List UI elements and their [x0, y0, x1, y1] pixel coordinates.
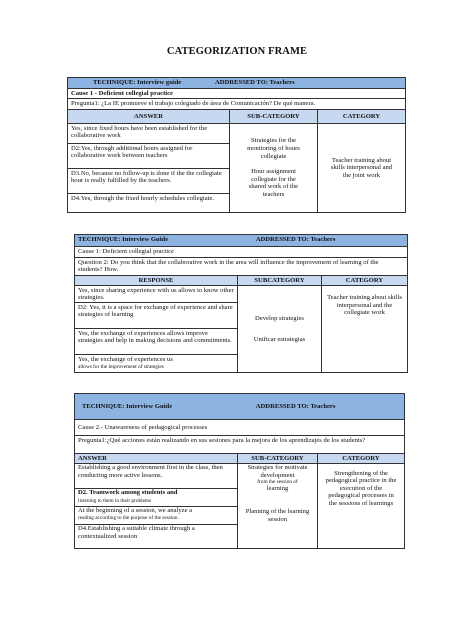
- category-column-header: CATEGORY: [318, 454, 405, 464]
- categorization-table-3: [74, 393, 405, 549]
- category-cell: Teacher training about skills interpersonal and the joint work: [318, 124, 406, 213]
- question-row: Pregunta1:¿Qué acciones están realizando en sus sesiones para la mejora de los aprendizajes de los students?: [75, 436, 405, 454]
- answer-column-header: ANSWER: [68, 110, 230, 124]
- answer-cell: D4.Establishing a suitable climate through a contextualized session: [75, 524, 238, 548]
- addressed-to-label: ADDRESSED TO: Teachers: [255, 235, 336, 243]
- cause-row: Cause 2.- Unawareness of pedagogical processes: [75, 420, 405, 436]
- answer-cell: D4.Yes, through the fixed hourly schedules collegiate.: [68, 194, 230, 213]
- category-column-header: CATEGORY: [318, 110, 406, 124]
- subcategory-cell: [230, 124, 318, 213]
- subcategory-cell: [238, 286, 322, 373]
- cause-row: Cause 1: Deficient collegial practice: [75, 247, 408, 258]
- question-row: Question 2: Do you think that the collaborative work in the area will influence the improvement of learning of the students? How.: [75, 258, 408, 276]
- addressed-to-label: ADDRESSED TO: Teachers: [214, 78, 295, 86]
- subcategory-item: Planning of the learning session: [245, 508, 310, 523]
- subcategory-item: Develop strategies: [255, 314, 304, 322]
- answer-cell: Yes, the exchange of experiences allows improve strategies and help in making decisions and commitments.: [75, 329, 238, 355]
- subcategory-column-header: SUB-CATEGORY: [230, 110, 318, 124]
- answer-column-header: RESPONSE: [75, 276, 238, 286]
- subcategory-item: Strategies for the monitoring of hours collegiate: [247, 137, 300, 160]
- technique-label: TECHNIQUE: Interview Guide: [82, 402, 173, 410]
- answer-cell: Establishing a good environment first in the class, then conducting more active lessons.: [75, 463, 238, 488]
- subcategory-item: learning: [266, 485, 289, 493]
- subcategory-item: Hour assignment collegiate for the shared work of the teachers: [248, 168, 299, 198]
- cause-row: Cause 1 - Deficient collegial practice: [68, 89, 406, 99]
- subcategory-item: Strategies for motivate development: [247, 464, 308, 479]
- answer-cell: [75, 506, 238, 524]
- page-title: CATEGORIZATION FRAME: [166, 46, 308, 57]
- addressed-to-label: ADDRESSED TO: Teachers: [255, 402, 336, 410]
- answer-column-header: ANSWER: [75, 454, 238, 464]
- subcategory-column-header: SUB-CATEGORY: [238, 454, 318, 464]
- subcategory-cell: [238, 506, 318, 548]
- subcategory-cell: [238, 463, 318, 506]
- answer-cell: D2: Yes, it is a space for exchange of experience and share strategies of learning: [75, 303, 238, 329]
- answer-cell: listening to them in their problems: [75, 497, 238, 506]
- table-1-header: [68, 78, 406, 89]
- question-row: Pregunta1: ¿La IE promueve el trabajo colegiado de área de Comunicación? De qué manera.: [68, 99, 406, 110]
- answer-line: reading according to the purpose of the session.: [78, 514, 179, 521]
- table-3-header: [75, 394, 405, 420]
- category-cell: Strengthening of the pedagogical practice in the execution of the pedagogical processes in the sessions of learnings: [318, 463, 405, 548]
- technique-label: TECHNIQUE: Interview guide: [93, 78, 182, 86]
- answer-cell: Yes, the exchange of experiences us: [75, 355, 238, 364]
- answer-cell: Yes, since fixed hours have been established for the collaborative work: [68, 124, 230, 144]
- category-column-header: CATEGORY: [322, 276, 408, 286]
- answer-line: At the beginning of a session, we analyze a: [78, 507, 193, 515]
- answer-cell: allows for the improvement of strategies: [75, 364, 238, 373]
- categorization-table-2: [74, 234, 408, 373]
- subcategory-item: from the session of: [257, 479, 298, 486]
- table-2-header: [75, 235, 408, 247]
- answer-cell: Yes, since sharing experience with us allows to know other strategies.: [75, 286, 238, 303]
- subcategory-column-header: SUBCATEGORY: [238, 276, 322, 286]
- categorization-table-1: [67, 77, 406, 213]
- answer-cell: D2:Yes, through additional hours assigned for collaborative work between teachers: [68, 144, 230, 169]
- subcategory-item: Unificar estrategias: [253, 336, 306, 344]
- answer-cell: D3.No, because no follow-up is done if the the collegiate hour is really fulfilled by the teachers.: [68, 169, 230, 194]
- answer-cell: D2. Teamwork among students and: [75, 488, 238, 497]
- category-cell: Teacher training about skills interpersonal and the collegiate work: [322, 286, 408, 373]
- technique-label: TECHNIQUE: Interview Guide: [78, 235, 169, 243]
